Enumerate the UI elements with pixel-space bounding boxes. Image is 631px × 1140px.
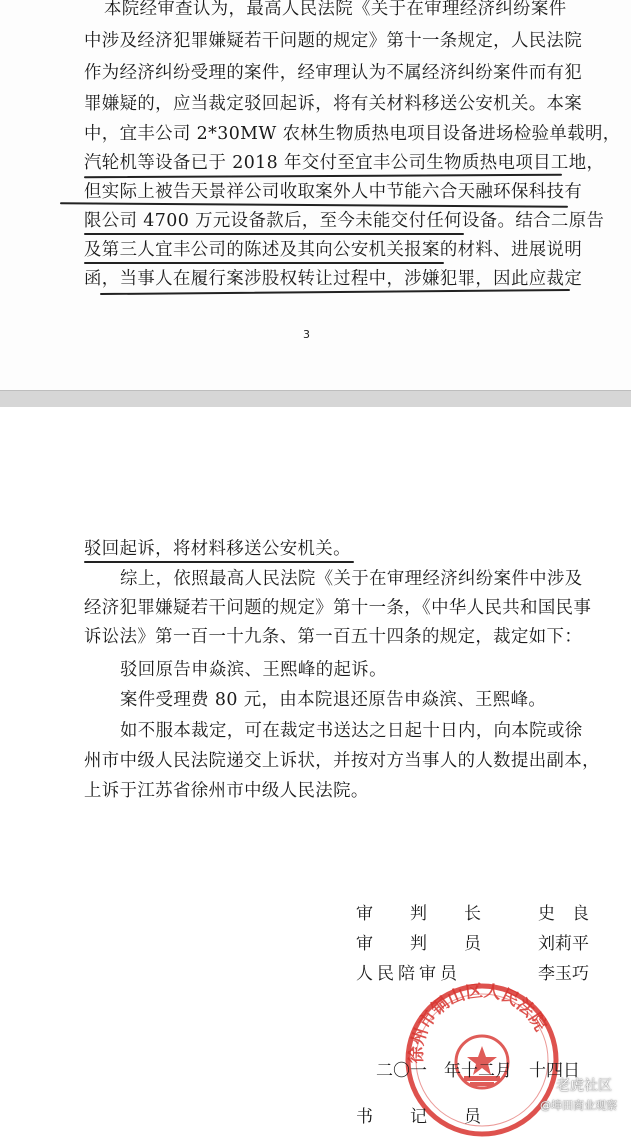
handwritten-underline (84, 262, 444, 264)
handwritten-underline (84, 233, 464, 235)
text-line: 案件受理费 80 元，由本院退还原告申焱滨、王熙峰。 (120, 690, 547, 710)
signature-role: 审 判 员 (356, 934, 482, 954)
document-page-upper (0, 0, 631, 390)
signature-role: 人民陪审员 (356, 964, 461, 984)
text-line: 经济犯罪嫌疑若干问题的规定》第十一条，《中华人民共和国民事 (84, 598, 592, 618)
handwritten-underline (60, 202, 568, 208)
handwritten-underline (84, 561, 354, 563)
text-line: 作为经济纠纷受理的案件，经审理认为不属经济纠纷案件而有犯 (84, 63, 583, 83)
text-line: 限公司 4700 万元设备款后，至今未能交付任何设备。结合二原告 (84, 211, 605, 231)
text-line: 综上，依照最高人民法院《关于在审理经济纠纷案件中涉及 (120, 569, 583, 589)
text-line: 诉讼法》第一百一十九条、第一百五十四条的规定，裁定如下： (84, 627, 583, 647)
signature-name: 李玉巧 (538, 964, 589, 984)
page-number: 3 (303, 328, 310, 341)
text-line: 州市中级人民法院递交上诉状，并按对方当事人的人数提出副本， (84, 751, 600, 771)
clerk-label: 书 记 员 (356, 1107, 482, 1127)
signature-role: 审 判 长 (356, 904, 482, 924)
text-line: 但实际上被告天景祥公司收取案外人中节能六合天融环保科技有 (84, 182, 583, 202)
handwritten-underline (84, 174, 562, 179)
text-line: 中涉及经济犯罪嫌疑若干问题的规定》第十一条规定，人民法院 (84, 31, 583, 51)
text-line: 本院经审查认为，最高人民法院《关于在审理经济纠纷案件 (104, 0, 567, 19)
signature-name: 史 良 (538, 904, 589, 924)
text-line: 函，当事人在履行案涉股权转让过程中，涉嫌犯罪，因此应裁定 (84, 269, 583, 289)
watermark-primary: 老虎社区 (556, 1078, 612, 1094)
text-line: 如不服本裁定，可在裁定书送达之日起十日内，向本院或徐 (120, 721, 583, 741)
svg-text:徐州市铜山区人民法院: 徐州市铜山区人民法院 (406, 981, 551, 1064)
text-line: 汽轮机等设备已于 2018 年交付至宜丰公司生物质热电项目工地， (84, 153, 605, 173)
text-line: 及第三人宜丰公司的陈述及其向公安机关报案的材料、进展说明 (84, 240, 583, 260)
watermark-secondary: @埠田商业观察 (540, 1099, 617, 1112)
text-line: 中，宜丰公司 2*30MW 农林生物质热电项目设备进场检验单载明， (84, 124, 621, 144)
text-line: 驳回起诉，将材料移送公安机关。 (84, 539, 351, 559)
signature-name: 刘莉平 (538, 934, 589, 954)
text-line: 罪嫌疑的，应当裁定驳回起诉，将有关材料移送公安机关。本案 (84, 94, 583, 114)
text-line: 驳回原告申焱滨、王熙峰的起诉。 (120, 660, 387, 680)
ruling-date: 二〇一 年十二月 十四日 (376, 1061, 580, 1081)
page-separator (0, 390, 631, 408)
text-line: 上诉于江苏省徐州市中级人民法院。 (84, 781, 369, 801)
